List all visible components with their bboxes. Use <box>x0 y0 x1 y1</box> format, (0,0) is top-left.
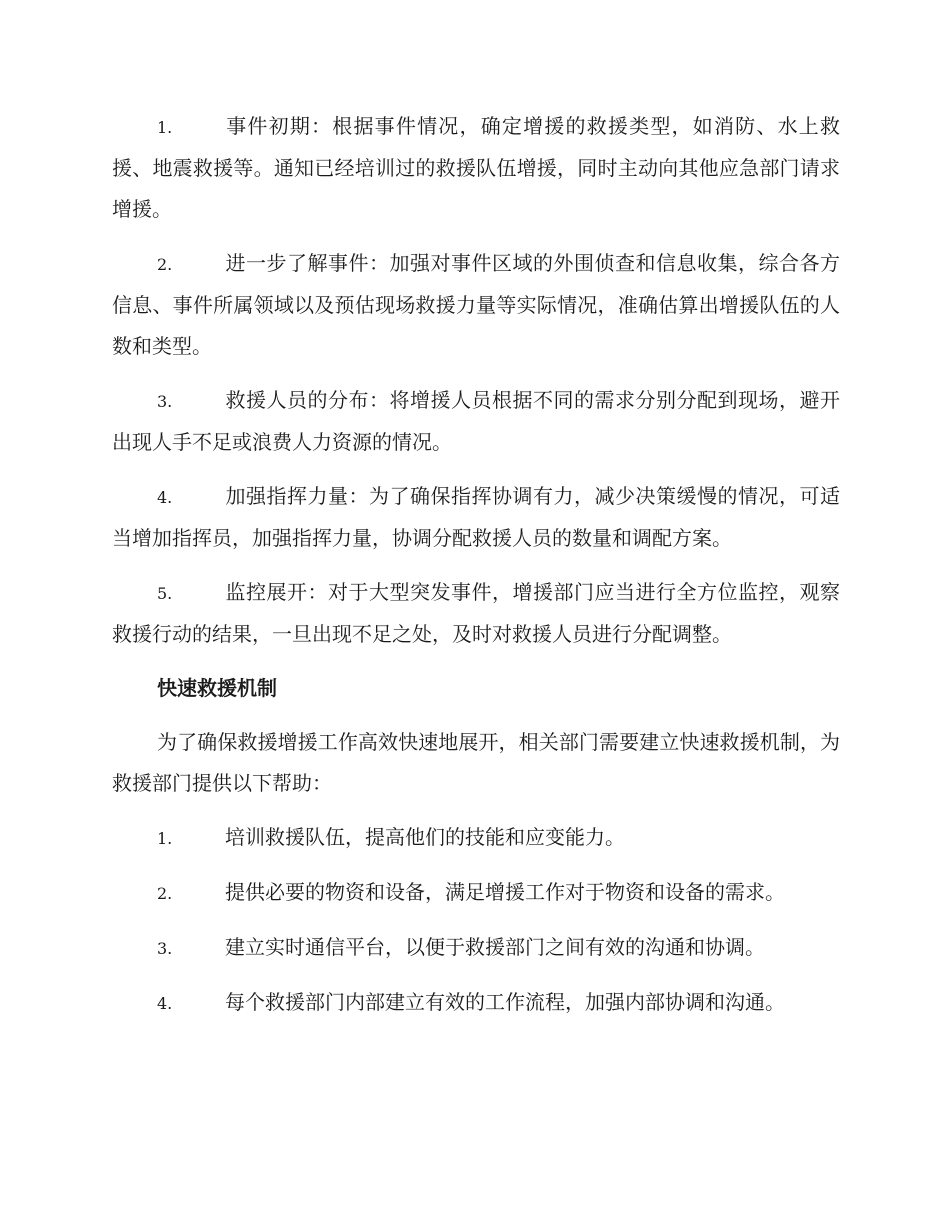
document-body <box>112 106 840 1037</box>
list-item <box>112 982 840 1024</box>
list-item <box>112 476 840 559</box>
list-number: 3. <box>157 939 173 958</box>
list-text: 建立实时通信平台，以便于救援部门之间有效的沟通和协调。 <box>225 935 765 959</box>
list-text: 进一步了解事件：加强对事件区域的外围侦查和信息收集，综合各方信息、事件所属领域以及预估现场救援力量等实际情况，准确估算出增援队伍的人数和类型。 <box>112 251 840 358</box>
list-text: 监控展开：对于大型突发事件，增援部门应当进行全方位监控，观察救援行动的结果，一旦出现不足之处，及时对救援人员进行分配调整。 <box>112 580 840 646</box>
list-number: 1. <box>157 118 173 137</box>
list-item <box>112 106 840 230</box>
list-text: 培训救援队伍，提高他们的技能和应变能力。 <box>225 825 625 849</box>
list-number: 1. <box>157 829 173 848</box>
list-number: 4. <box>157 994 173 1013</box>
list-item <box>112 243 840 367</box>
list-item <box>112 380 840 463</box>
list-text: 提供必要的物资和设备，满足增援工作对于物资和设备的需求。 <box>225 880 785 904</box>
list-item <box>112 817 840 859</box>
list-number: 2. <box>157 884 173 903</box>
list-item <box>112 572 840 655</box>
list-item <box>112 872 840 914</box>
list-number: 4. <box>157 488 173 507</box>
list-text: 每个救援部门内部建立有效的工作流程，加强内部协调和沟通。 <box>225 990 785 1014</box>
section-heading: 快速救援机制 <box>157 676 277 700</box>
list-text: 事件初期：根据事件情况，确定增援的救援类型，如消防、水上救援、地震救援等。通知已经培训过的救援队伍增援，同时主动向其他应急部门请求增援。 <box>112 114 840 221</box>
list-text: 加强指挥力量：为了确保指挥协调有力，减少决策缓慢的情况，可适当增加指挥员，加强指挥力量，协调分配救援人员的数量和调配方案。 <box>112 484 840 550</box>
intro-paragraph: 为了确保救援增援工作高效快速地展开，相关部门需要建立快速救援机制，为救援部门提供以下帮助： <box>112 730 840 795</box>
list-text: 救援人员的分布：将增援人员根据不同的需求分别分配到现场，避开出现人手不足或浪费人力资源的情况。 <box>112 388 840 454</box>
list-number: 2. <box>157 255 173 274</box>
list-item <box>112 927 840 969</box>
list-number: 3. <box>157 392 173 411</box>
list-number: 5. <box>157 584 173 603</box>
